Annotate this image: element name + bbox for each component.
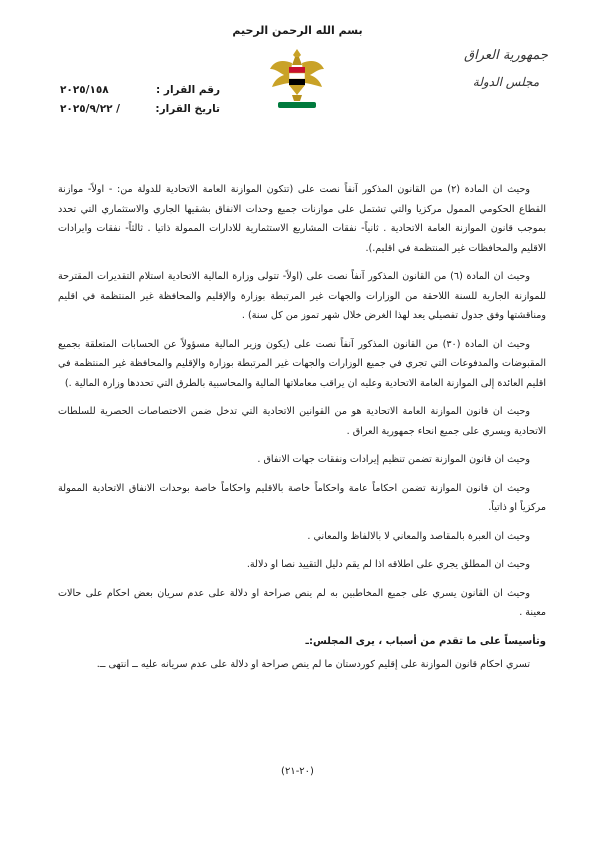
conclusion-heading: وتأسيساً على ما تقدم من أسباب ، يرى المجلس:ـ — [305, 635, 546, 647]
paragraph-federal-law: وحيث ان قانون الموازنة العامة الاتحادية هو من القوانين الاتحادية التي تدخل ضمن الاختصاصات الحصرية للسلطات الاتحادية ويسري على جميع انحاء جمهورية العراق . — [58, 406, 546, 437]
paragraph-intent: وحيث ان العبرة بالمقاصد والمعاني لا بالالفاظ والمعاني . — [307, 530, 530, 542]
decision-date-value: / ٢٠٢٥/٩/٢٢ — [60, 102, 121, 115]
decision-date-label: تاريخ القرار: — [155, 102, 220, 115]
decision-number-value: ٢٠٢٥/١٥٨ — [60, 83, 109, 96]
paragraph-article-6: وحيث ان المادة (٦) من القانون المذكور آنفاً نصت على (اولاً- تتولى وزارة المالية الاتحادية استلام التقديرات المقترحة للموازنة الجارية للسنة اللاحقة من الوزارات والجهات غير المرتبطة بوزارة والإقليم والمحافظة غير المنتظمة في اقليم ومناقشتها وفق جدول تفصيلي يعد لهذا الغرض خلال شهر تموز من كل سنة) . — [58, 271, 546, 321]
council-logo — [452, 48, 560, 89]
paragraph-applicability: وحيث ان القانون يسري على جميع المخاطبين به لم ينص صراحة او دلالة على عدم سريان بعض احكام على حالات معينة . — [58, 587, 546, 618]
page-number: (٢٠-٢١) — [281, 766, 314, 777]
conclusion-text: تسري احكام قانون الموازنة على إقليم كوردستان ما لم ينص صراحة او دلالة على عدم سريانه عليه ــ انتهى ــ. — [96, 659, 530, 670]
decision-body — [58, 180, 546, 684]
decision-number-row — [60, 80, 220, 99]
decision-number-label: رقم القرار : — [156, 83, 220, 96]
paragraph-article-30: وحيث ان المادة (٣٠) من القانون المذكور آنفاً نصت على (يكون وزير المالية مسؤولاً عن الحسابات المتعلقة بجميع المقبوضات والمدفوعات التي تجري في جميع الوزارات والجهات غير المرتبطة بوزارة والإقليم والمحافظة غير المنتظمة في اقليم العائدة إلى الموازنة العامة الاتحادية وعليه ان يراقب معاملاتها المالية والمحاسبية بالطرق التي تحددها وزارة المالية .) — [58, 338, 546, 389]
basmala: بسم الله الرحمن الرحيم — [232, 24, 363, 37]
paragraph-provisions: وحيث ان قانون الموازنة تضمن احكاماً عامة واحكاماً خاصة بالاقليم واحكاماً خاصة بوحدات الانفاق الاتحادية الممولة مركزياً او ذاتياً. — [58, 482, 546, 513]
decision-meta — [60, 80, 220, 118]
paragraph-absolute: وحيث ان المطلق يجري على اطلاقه اذا لم يقم دليل التقييد نصا او دلالة. — [246, 559, 530, 570]
paragraph-article-2: وحيث ان المادة (٢) من القانون المذكور آنفاً نصت على (تتكون الموازنة العامة الاتحادية للدولة من: - اولاً- موازنة القطاع الحكومي الممول مركزيا والتي تشتمل على موازنات جميع وحدات الانفاق بشقيها الجاري والاستثماري التي تحدد بموجب قانون الموازنة العامة الاتحادية . ثانياً- نفقات المشاريع الاستثمارية للادارات الممولة ذاتيا . ثالثاً- نفقات وايرادات الاقليم والمحافظات غير المنتظمة في اقليم.). — [58, 184, 546, 254]
decision-date-row — [60, 99, 220, 118]
org-name-line1: جمهورية العراق — [464, 48, 548, 63]
eagle-emblem-icon — [268, 45, 326, 113]
org-name-line2: مجلس الدولة — [472, 75, 540, 89]
paragraph-revenues: وحيث ان قانون الموازنة تضمن تنظيم إيرادات ونفقات جهات الانفاق . — [257, 454, 530, 465]
